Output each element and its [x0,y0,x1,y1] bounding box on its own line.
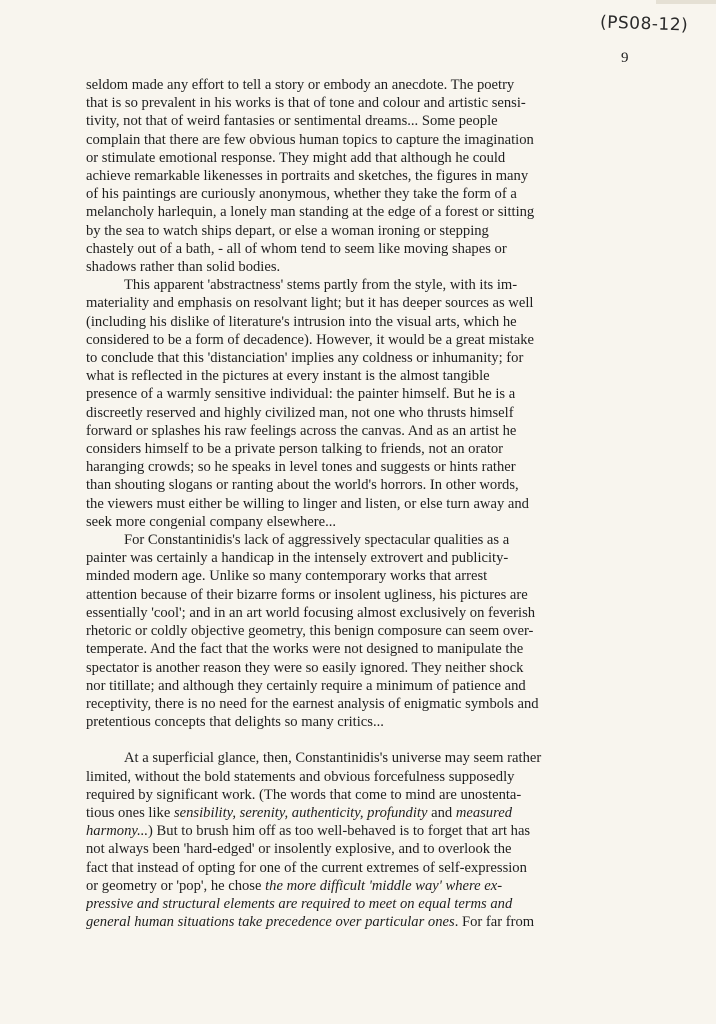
text-line: not always been 'hard-edged' or insolently explosive, and to overlook the [86,841,512,858]
text-line [86,877,678,895]
text-line: considers himself to be a private person talking to friends, not an orator [86,441,504,458]
italic-run: general human situations take precedence over particular ones [86,914,455,931]
text-line: what is reflected in the pictures at every instant is the almost tangible [86,368,490,385]
text-line: rhetoric or coldly objective geometry, this benign composure can seem over- [86,623,534,640]
text-line: discreetly reserved and highly civilized man, not one who thrusts himself [86,404,514,421]
text-line: pressive and structural elements are required to meet on equal terms and [86,895,513,912]
text-line: than shouting slogans or ranting about the world's horrors. In other words, [86,477,519,494]
text-run: ) But to brush him off as too well-behaved is to forget that art has [148,823,531,840]
paper-edge-mark [656,0,716,4]
text-line: haranging crowds; so he speaks in level tones and suggests or hints rather [86,459,516,476]
text-line: tivity, not that of weird fantasies or sentimental dreams... Some people [86,113,498,130]
text-line: forward or splashes his raw feelings across the canvas. And as an artist he [86,422,517,439]
text-line: essentially 'cool'; and in an art world focusing almost exclusively on feverish [86,604,536,621]
text-line: shadows rather than solid bodies. [86,259,281,276]
text-line: melancholy harlequin, a lonely man standing at the edge of a forest or sitting [86,204,535,221]
text-line: the viewers must either be willing to linger and listen, or else turn away and [86,495,529,512]
paragraph-gap [86,731,678,749]
text-line: required by significant work. (The words that come to mind are unostenta- [86,786,522,803]
text-line: nor titillate; and although they certainly require a minimum of patience and [86,677,526,694]
handwritten-reference: (PS08-12) [599,12,689,36]
text-line: At a superficial glance, then, Constantinidis's universe may seem rather [124,750,542,767]
text-line: limited, without the bold statements and obvious forcefulness supposedly [86,768,515,785]
text-line: chastely out of a bath, - all of whom tend to seem like moving shapes or [86,240,507,257]
text-line: achieve remarkable likenesses in portraits and sketches, the figures in many [86,168,529,185]
paragraph-4 [86,749,678,931]
italic-run: the more difficult 'middle way' where ex- [265,877,503,894]
paragraph-1 [86,76,678,276]
text-line: (including his dislike of literature's intrusion into the visual arts, which he [86,313,517,330]
text-line: painter was certainly a handicap in the intensely extrovert and publicity- [86,550,509,567]
page-number: 9 [621,50,629,66]
text-line: seek more congenial company elsewhere... [86,513,337,530]
text-line: For Constantinidis's lack of aggressively spectacular qualities as a [124,532,510,549]
text-line: of his paintings are curiously anonymous, whether they take the form of a [86,186,517,203]
text-line: considered to be a form of decadence). However, it would be a great mistake [86,331,534,348]
text-line: attention because of their bizarre forms or insolent ugliness, his pictures are [86,586,528,603]
text-run: and [427,804,456,821]
text-line: fact that instead of opting for one of the current extremes of self-expression [86,859,527,876]
text-line: spectator is another reason they were so easily ignored. They neither shock [86,659,524,676]
text-run: . For far from [454,914,535,931]
text-line: pretentious concepts that delights so many critics... [86,714,384,731]
text-line: This apparent 'abstractness' stems partly from the style, with its im- [124,277,518,294]
italic-run: harmony... [86,823,149,840]
text-line [86,913,678,931]
body-text [86,76,678,931]
text-line: to conclude that this 'distanciation' implies any coldness or inhumanity; for [86,350,524,367]
text-line: receptivity, there is no need for the earnest analysis of enigmatic symbols and [86,695,539,712]
paragraph-2 [86,276,678,531]
text-line: temperate. And the fact that the works were not designed to manipulate the [86,641,524,658]
paragraph-3 [86,531,678,731]
text-run: tious ones like [86,804,174,821]
text-line: that is so prevalent in his works is that of tone and colour and artistic sensi- [86,95,526,112]
text-line: materiality and emphasis on resolvant light; but it has deeper sources as well [86,295,534,312]
text-run: or geometry or 'pop', he chose [86,877,266,894]
text-line: minded modern age. Unlike so many contemporary works that arrest [86,568,488,585]
text-line: complain that there are few obvious human topics to capture the imagination [86,131,534,148]
text-line: presence of a warmly sensitive individual: the painter himself. But he is a [86,386,516,403]
italic-run: measured [455,804,513,821]
text-line: seldom made any effort to tell a story or embody an anecdote. The poetry [86,77,515,93]
text-line: by the sea to watch ships depart, or else a woman ironing or stepping [86,222,489,239]
italic-run: sensibility, serenity, authenticity, profundity [173,804,428,821]
text-line [86,804,678,822]
text-line [86,822,678,840]
text-line: or stimulate emotional response. They might add that although he could [86,149,506,166]
